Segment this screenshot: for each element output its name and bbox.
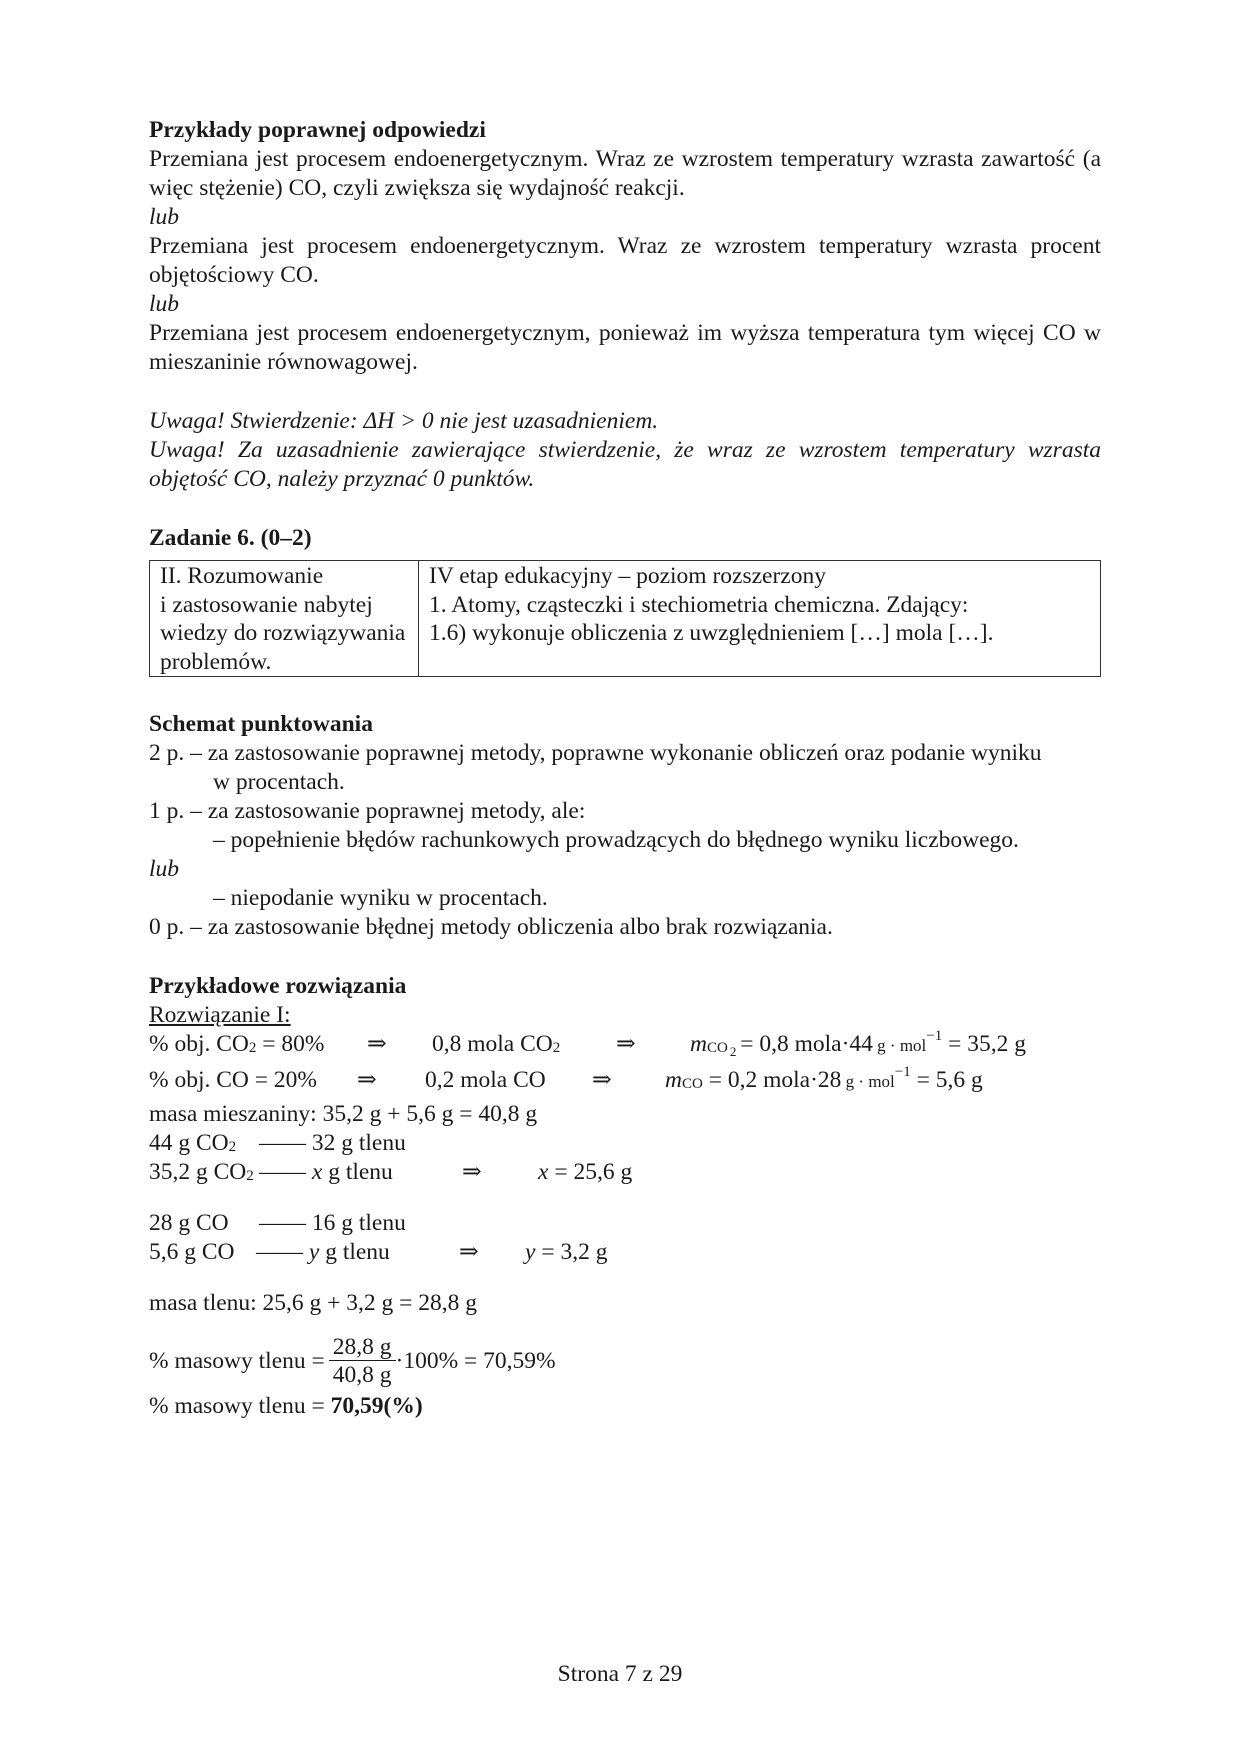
implies-arrow: ⇒ bbox=[616, 1031, 636, 1057]
score-0-line: 0 p. – za zastosowanie błędnej metody obliczenia albo brak rozwiązania. bbox=[149, 914, 833, 940]
examples-heading: Przykłady poprawnej odpowiedzi bbox=[149, 117, 486, 143]
score-1-line: 1 p. – za zastosowanie poprawnej metody, ale: bbox=[149, 798, 586, 824]
or-separator-1: lub bbox=[149, 204, 180, 230]
mass-percent-formula: % masowy tlenu = $\frac{28,8 g}{40,8 g}$ ·100% = 70,59% bbox=[149, 1333, 556, 1388]
note-2: Uwaga! Za uzasadnienie zawierające stwierdzenie, że wraz ze wzrostem temperatury wzrasta objętość CO, należy przyznać 0 punktów. bbox=[149, 437, 1101, 492]
solutions-heading: Przykładowe rozwiązania bbox=[149, 973, 407, 999]
answer-example-3: Przemiana jest procesem endoenergetycznym, ponieważ im wyższa temperatura tym więcej CO w mieszaninie równowagowej. bbox=[149, 320, 1101, 375]
or-separator-2: lub bbox=[149, 291, 180, 317]
implies-arrow: ⇒ bbox=[459, 1239, 479, 1265]
page-number: Strona 7 z 29 bbox=[557, 1661, 683, 1687]
score-1-item-2: – niepodanie wyniku w procentach. bbox=[213, 885, 548, 911]
implies-arrow: ⇒ bbox=[367, 1031, 387, 1057]
proportion-co-1: 28 g CO —— 16 g tlenu bbox=[149, 1210, 406, 1236]
or-separator-3: lub bbox=[149, 856, 180, 882]
proportion-co2-1: 44 g $CO_2$ —— 32 g tlenu bbox=[149, 1130, 406, 1156]
implies-arrow: ⇒ bbox=[357, 1067, 377, 1093]
calc-line-co2: % obj. $CO_2 = 80\%$ ⇒ 0,8 mola $CO_2$ ⇒ $m_{CO 2} = 0,8$ mola·44 g · mol$^{-1}$ = 35,2 g bbox=[149, 1028, 1026, 1059]
fraction: $\frac{28,8 g}{40,8 g}$ bbox=[329, 1334, 396, 1389]
calc-line-co: % obj. CO = 20% ⇒ 0,2 mola CO ⇒ $m_{CO} = 0,2$ mola·28 g · mol$^{-1}$ = 5,6 g bbox=[149, 1064, 983, 1093]
answer-example-2: Przemiana jest procesem endoenergetycznym. Wraz ze wzrostem temperatury wzrasta procent objętościowy CO. bbox=[149, 233, 1101, 288]
requirements-table bbox=[149, 560, 1101, 677]
answer-example-1: Przemiana jest procesem endoenergetycznym. Wraz ze wzrostem temperatury wzrasta zawartość (a więc stężenie) CO, czyli zwiększa się wydajność reakcji. bbox=[149, 146, 1101, 201]
implies-arrow: ⇒ bbox=[592, 1067, 612, 1093]
score-1-item-1: – popełnienie błędów rachunkowych prowadzących do błędnego wyniku liczbowego. bbox=[213, 827, 1019, 853]
specific-requirement-cell: IV etap edukacyjny – poziom rozszerzony 1. Atomy, cząsteczki i stechiometria chemiczna. Zdający: 1.6) wykonuje obliczenia z uwzględnieniem […] mola […]. bbox=[419, 561, 1101, 677]
general-requirement-cell: II. Rozumowanie i zastosowanie nabytej wiedzy do rozwiązywania problemów. bbox=[150, 561, 419, 677]
final-result: % masowy tlenu = 70,59(%) bbox=[149, 1393, 423, 1419]
note-1: Uwaga! Stwierdzenie: ΔH > 0 nie jest uzasadnieniem. bbox=[149, 408, 659, 434]
score-2-line-cont: w procentach. bbox=[213, 769, 345, 795]
proportion-co2-2: 35,2 g $CO_2$ —— x g tlenu ⇒ x = 25,6 g bbox=[149, 1159, 633, 1185]
mixture-mass: masa mieszaniny: 35,2 g + 5,6 g = 40,8 g bbox=[149, 1101, 538, 1127]
task-title: Zadanie 6. (0–2) bbox=[149, 525, 312, 551]
oxygen-mass: masa tlenu: 25,6 g + 3,2 g = 28,8 g bbox=[149, 1290, 478, 1316]
score-2-line: 2 p. – za zastosowanie poprawnej metody, poprawne wykonanie obliczeń oraz podanie wyniku bbox=[149, 740, 1042, 766]
implies-arrow: ⇒ bbox=[462, 1159, 482, 1185]
page-content bbox=[149, 116, 1101, 1421]
proportion-co-2: 5,6 g CO —— y g tlenu ⇒ y = 3,2 g bbox=[149, 1239, 608, 1265]
scoring-heading: Schemat punktowania bbox=[149, 711, 373, 737]
solution-1-label: Rozwiązanie I: bbox=[149, 1002, 291, 1028]
